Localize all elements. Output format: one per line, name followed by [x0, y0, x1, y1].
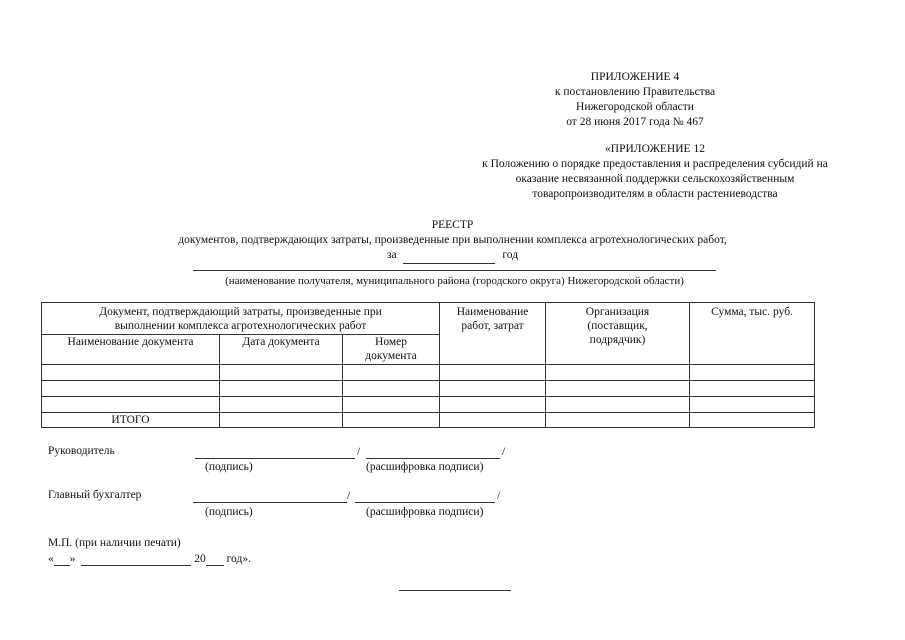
- registry-table: [41, 302, 815, 428]
- table-cell: [690, 397, 815, 413]
- table-total-row: [42, 413, 815, 428]
- accountant-slash-1: /: [347, 490, 351, 502]
- table-cell: [343, 397, 440, 413]
- accountant-slash-2: /: [497, 490, 501, 502]
- table-cell: [220, 381, 343, 397]
- date-quote-open: «: [48, 553, 54, 565]
- table-cell: [343, 365, 440, 381]
- registry-title: [0, 218, 905, 264]
- year-suffix: год».: [226, 553, 251, 565]
- table-cell: [220, 365, 343, 381]
- table-cell: [440, 413, 546, 428]
- registry-period: [0, 248, 905, 264]
- period-suffix: год: [502, 249, 519, 261]
- table-cell: [546, 365, 690, 381]
- table-row: [42, 397, 815, 413]
- table-cell: [343, 381, 440, 397]
- table-header-row: [42, 303, 815, 335]
- period-prefix: за: [386, 249, 397, 261]
- day-blank: [54, 553, 70, 566]
- registry-heading: РЕЕСТР: [431, 219, 474, 231]
- appendix-4-line4: от 28 июня 2017 года № 467: [566, 116, 704, 128]
- table-cell: [440, 381, 546, 397]
- appendix-4-line2: к постановлению Правительства: [554, 86, 716, 98]
- appendix-12-title: «ПРИЛОЖЕНИЕ 12: [605, 143, 705, 155]
- table-cell: [440, 397, 546, 413]
- recipient-blank-line: [193, 270, 716, 271]
- head-decoding-line: [366, 458, 500, 459]
- registry-subtitle: документов, подтверждающих затраты, произведенные при выполнении комплекса агротехнологических работ,: [178, 234, 727, 246]
- head-slash-1: /: [357, 446, 361, 458]
- accountant-signature-caption: (подпись): [205, 506, 253, 518]
- appendix-12-line2: к Положению о порядке предоставления и распределения субсидий на: [482, 158, 828, 170]
- table-cell: [440, 365, 546, 381]
- doc-name-header-cell: Наименование документа: [42, 335, 220, 365]
- table-cell: [42, 381, 220, 397]
- month-blank: [81, 553, 191, 566]
- year-prefix: 20: [194, 553, 206, 565]
- year-blank: [403, 248, 495, 264]
- date-line: [48, 553, 251, 566]
- work-header-cell: Наименование работ, затрат: [440, 303, 546, 365]
- closing-rule: [399, 590, 511, 591]
- year-suffix-blank: [206, 553, 224, 566]
- recipient-caption: (наименование получателя, муниципального района (городского округа) Нижегородской области): [225, 275, 684, 287]
- head-slash-2: /: [502, 446, 506, 458]
- appendix-12-line4: товаропроизводителям в области растениеводства: [532, 188, 778, 200]
- doc-number-header-cell: Номер документа: [343, 335, 440, 365]
- table-cell: [220, 413, 343, 428]
- table-cell: [690, 381, 815, 397]
- table-row: [42, 381, 815, 397]
- table-cell: [220, 397, 343, 413]
- stamp-label: М.П. (при наличии печати): [48, 537, 181, 549]
- accountant-decoding-line: [355, 502, 495, 503]
- appendix-12-line3: оказание несвязанной поддержки сельскохозяйственным: [515, 173, 795, 185]
- appendix-4-title: ПРИЛОЖЕНИЕ 4: [590, 71, 680, 83]
- head-decoding-caption: (расшифровка подписи): [366, 461, 484, 473]
- appendix-12-header: [452, 142, 858, 202]
- date-quote-close: »: [69, 553, 76, 565]
- organization-header-cell: Организация (поставщик, подрядчик): [546, 303, 690, 365]
- table-cell: [42, 397, 220, 413]
- accountant-label: Главный бухгалтер: [48, 489, 142, 501]
- table-cell: [343, 413, 440, 428]
- table-row: [42, 365, 815, 381]
- sum-header-cell: Сумма, тыс. руб.: [690, 303, 815, 365]
- appendix-4-header: [540, 70, 730, 130]
- accountant-decoding-caption: (расшифровка подписи): [366, 506, 484, 518]
- total-label-cell: ИТОГО: [42, 413, 220, 428]
- table-cell: [546, 397, 690, 413]
- table-cell: [690, 413, 815, 428]
- table-cell: [690, 365, 815, 381]
- table-cell: [546, 413, 690, 428]
- head-label: Руководитель: [48, 445, 115, 457]
- accountant-signature-line: [193, 502, 347, 503]
- group-header-cell: Документ, подтверждающий затраты, произведенные при выполнении комплекса агротехнологических работ: [42, 303, 440, 335]
- appendix-4-line3: Нижегородской области: [576, 101, 694, 113]
- head-signature-caption: (подпись): [205, 461, 253, 473]
- table-cell: [546, 381, 690, 397]
- table-cell: [42, 365, 220, 381]
- head-signature-line: [195, 458, 355, 459]
- doc-date-header-cell: Дата документа: [220, 335, 343, 365]
